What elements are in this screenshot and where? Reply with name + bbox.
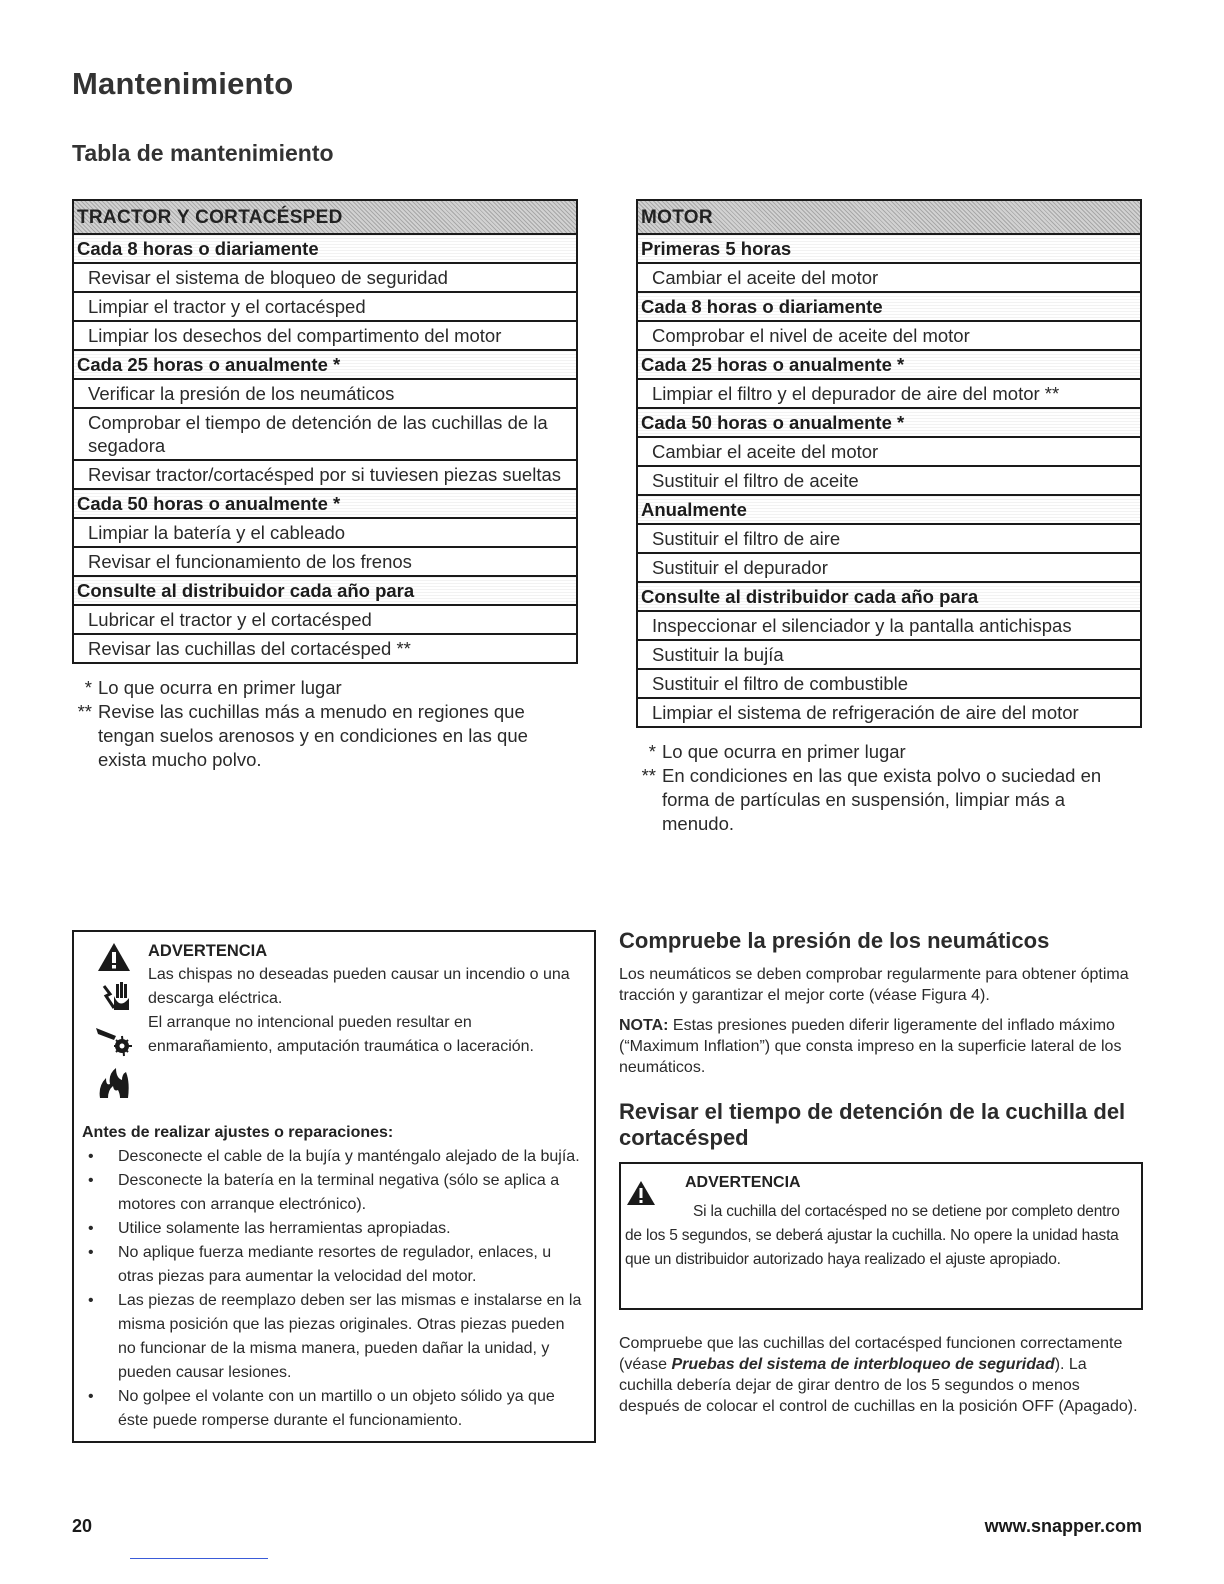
table-row-cell: Cambiar el aceite del motor xyxy=(637,437,1141,466)
table-row xyxy=(637,524,1141,553)
table-row-cell: Limpiar la batería y el cableado xyxy=(73,518,577,547)
footnote-mark: * xyxy=(84,677,92,698)
table-header xyxy=(637,200,1141,234)
adjustment-precautions-list xyxy=(82,1145,582,1433)
table-header xyxy=(73,200,577,234)
table-section-title xyxy=(637,292,1141,321)
blade-stop-text xyxy=(619,1333,1143,1417)
table-section-title xyxy=(637,495,1141,524)
table-row-cell: Limpiar el filtro y el depurador de aire del motor ** xyxy=(637,379,1141,408)
table-section-title-cell: Cada 8 horas o diariamente xyxy=(637,292,1141,321)
table-row-cell: Comprobar el nivel de aceite del motor xyxy=(637,321,1141,350)
table-section-title-cell: Cada 50 horas o anualmente * xyxy=(73,489,577,518)
table-row xyxy=(637,698,1141,727)
table-row xyxy=(637,263,1141,292)
tire-pressure-section xyxy=(619,928,1143,1078)
tractor-maintenance-table xyxy=(72,199,578,772)
entanglement-icon xyxy=(94,1022,134,1058)
table-header-cell: MOTOR xyxy=(637,200,1141,234)
blade-warning-title: ADVERTENCIA xyxy=(685,1174,801,1191)
table-row-cell: Limpiar los desechos del compartimento del motor xyxy=(73,321,577,350)
table-row xyxy=(73,518,577,547)
table-row xyxy=(637,321,1141,350)
table-row-cell: Sustituir la bujía xyxy=(637,640,1141,669)
table-row-cell: Revisar tractor/cortacésped por si tuviesen piezas sueltas xyxy=(73,460,577,489)
table-row xyxy=(73,379,577,408)
electric-shock-icon xyxy=(96,980,132,1014)
table-section-title-cell: Cada 25 horas o anualmente * xyxy=(637,350,1141,379)
table-row xyxy=(73,547,577,576)
footnote-text: Lo que ocurra en primer lugar xyxy=(662,741,906,762)
motor-table-notes xyxy=(634,740,1124,836)
table-section-title xyxy=(637,234,1141,263)
page-title: Mantenimiento xyxy=(72,66,294,101)
table-row-cell: Verificar la presión de los neumáticos xyxy=(73,379,577,408)
table-row xyxy=(637,553,1141,582)
table-row xyxy=(73,605,577,634)
footnote xyxy=(70,700,560,772)
list-item: • Desconecte la batería en la terminal negativa (sólo se aplica a motores con arranque electrónico). xyxy=(82,1169,582,1217)
table-section-title xyxy=(73,350,577,379)
table-row xyxy=(73,263,577,292)
table-row xyxy=(73,292,577,321)
footnote-text: En condiciones en las que exista polvo o suciedad en forma de partículas en suspensión, limpiar más a menudo. xyxy=(662,765,1102,834)
table-row-cell: Sustituir el filtro de aire xyxy=(637,524,1141,553)
footnote-mark: * xyxy=(648,741,656,762)
table-row-cell: Limpiar el sistema de refrigeración de aire del motor xyxy=(637,698,1141,727)
footnote-mark: ** xyxy=(641,765,656,786)
footnote-mark: ** xyxy=(77,701,92,722)
note-text: Estas presiones pueden diferir ligeramente del inflado máximo (“Maximum Inflation”) que consta impreso en la superficie lateral de los neumáticos. xyxy=(619,1017,1122,1076)
table-section-title xyxy=(637,350,1141,379)
table-section-title-cell: Cada 8 horas o diariamente xyxy=(73,234,577,263)
note-label: NOTA: xyxy=(619,1017,669,1034)
table-row-cell: Sustituir el filtro de combustible xyxy=(637,669,1141,698)
table-row-cell: Sustituir el depurador xyxy=(637,553,1141,582)
table-row-cell: Inspeccionar el silenciador y la pantalla antichispas xyxy=(637,611,1141,640)
footnote xyxy=(70,676,560,700)
warning-icons xyxy=(82,942,146,1100)
warning-paragraph: El arranque no intencional pueden resultar en enmarañamiento, amputación traumática o laceración. xyxy=(148,1014,534,1055)
table-section-title xyxy=(637,408,1141,437)
list-item: • No aplique fuerza mediante resortes de regulador, enlaces, u otras piezas para aumentar la velocidad del motor. xyxy=(82,1241,582,1289)
motor-maintenance-table xyxy=(636,199,1142,836)
interlock-test-reference: Pruebas del sistema de interbloqueo de seguridad xyxy=(671,1356,1055,1373)
page-number: 20 xyxy=(72,1516,93,1536)
table-row xyxy=(637,466,1141,495)
table-row-cell: Cambiar el aceite del motor xyxy=(637,263,1141,292)
table-row-cell: Comprobar el tiempo de detención de las cuchillas de la segadora xyxy=(73,408,577,460)
table-row-cell: Revisar el sistema de bloqueo de seguridad xyxy=(73,263,577,292)
table-section-title xyxy=(637,582,1141,611)
list-item: • Las piezas de reemplazo deben ser las mismas e instalarse en la misma posición que las piezas originales. Otras piezas pueden no funcionar de la misma manera, pueden dañar la unidad, y pueden causar lesiones. xyxy=(82,1289,582,1385)
table-row-cell: Limpiar el tractor y el cortacésped xyxy=(73,292,577,321)
website-url: www.snapper.com xyxy=(984,1516,1142,1536)
table-section-title-cell: Anualmente xyxy=(637,495,1141,524)
table-row xyxy=(73,634,577,663)
table-row xyxy=(73,321,577,350)
table-row xyxy=(637,611,1141,640)
table-section-title-cell: Cada 25 horas o anualmente * xyxy=(73,350,577,379)
blade-text-part: Compruebe que las cuchillas del cortacésped funcionen correctamente (véase xyxy=(619,1335,1123,1373)
safety-warning-box xyxy=(72,930,596,1443)
table-section-title xyxy=(73,489,577,518)
table-row xyxy=(637,669,1141,698)
warning-paragraph: Las chispas no deseadas pueden causar un incendio o una descarga eléctrica. xyxy=(148,966,570,1007)
blade-stop-section xyxy=(619,1099,1143,1417)
table-row-cell: Sustituir el filtro de aceite xyxy=(637,466,1141,495)
tractor-table-notes xyxy=(70,676,560,772)
table-section-title-cell: Consulte al distribuidor cada año para xyxy=(73,576,577,605)
table-section-title-cell: Primeras 5 horas xyxy=(637,234,1141,263)
table-row-cell: Lubricar el tractor y el cortacésped xyxy=(73,605,577,634)
table-section-title-cell: Cada 50 horas o anualmente * xyxy=(637,408,1141,437)
footer-rule xyxy=(130,1558,268,1559)
section-subtitle: Tabla de mantenimiento xyxy=(72,140,334,166)
footnote-text: Lo que ocurra en primer lugar xyxy=(98,677,342,698)
table-row xyxy=(73,408,577,460)
table-row xyxy=(637,379,1141,408)
tire-pressure-note xyxy=(619,1015,1143,1078)
blade-text-part: ). La cuchilla debería dejar de girar dentro de los 5 segundos o menos después de colocar el control de cuchillas en la posición OFF (Apagado). xyxy=(619,1356,1138,1415)
footnote xyxy=(634,764,1124,836)
table-section-title xyxy=(73,234,577,263)
table-row-cell: Revisar las cuchillas del cortacésped ** xyxy=(73,634,577,663)
table-header-cell: TRACTOR Y CORTACÉSPED xyxy=(73,200,577,234)
blade-stop-heading: Revisar el tiempo de detención de la cuchilla del cortacésped xyxy=(619,1099,1126,1150)
warning-triangle-icon xyxy=(97,942,131,972)
table-row xyxy=(637,437,1141,466)
table-row xyxy=(73,460,577,489)
before-adjustments-heading: Antes de realizar ajustes o reparaciones: xyxy=(82,1124,394,1141)
footnote-text: Revise las cuchillas más a menudo en regiones que tengan suelos arenosos y en condiciones en las que exista mucho polvo. xyxy=(98,701,528,770)
blade-warning-box xyxy=(619,1162,1143,1310)
table-row xyxy=(637,640,1141,669)
list-item: • Utilice solamente las herramientas apropiadas. xyxy=(82,1217,582,1241)
list-item: • No golpee el volante con un martillo o un objeto sólido ya que éste puede romperse durante el funcionamiento. xyxy=(82,1385,582,1433)
table-section-title-cell: Consulte al distribuidor cada año para xyxy=(637,582,1141,611)
fire-icon xyxy=(96,1066,132,1100)
table-row-cell: Revisar el funcionamiento de los frenos xyxy=(73,547,577,576)
tire-pressure-heading: Compruebe la presión de los neumáticos xyxy=(619,928,1050,953)
list-item: • Desconecte el cable de la bujía y manténgalo alejado de la bujía. xyxy=(82,1145,582,1169)
table-section-title xyxy=(73,576,577,605)
footnote xyxy=(634,740,1124,764)
tire-pressure-text: Los neumáticos se deben comprobar regularmente para obtener óptima tracción y garantizar el mejor corte (véase Figura 4). xyxy=(619,966,1129,1004)
blade-warning-text: Si la cuchilla del cortacésped no se detiene por completo dentro de los 5 segundos, se deberá ajustar la cuchilla. No opere la unidad hasta que un distribuidor autorizado haya realizado el ajuste apropiado. xyxy=(625,1203,1120,1268)
warning-triangle-icon xyxy=(625,1180,685,1206)
warning-title: ADVERTENCIA xyxy=(148,942,268,960)
